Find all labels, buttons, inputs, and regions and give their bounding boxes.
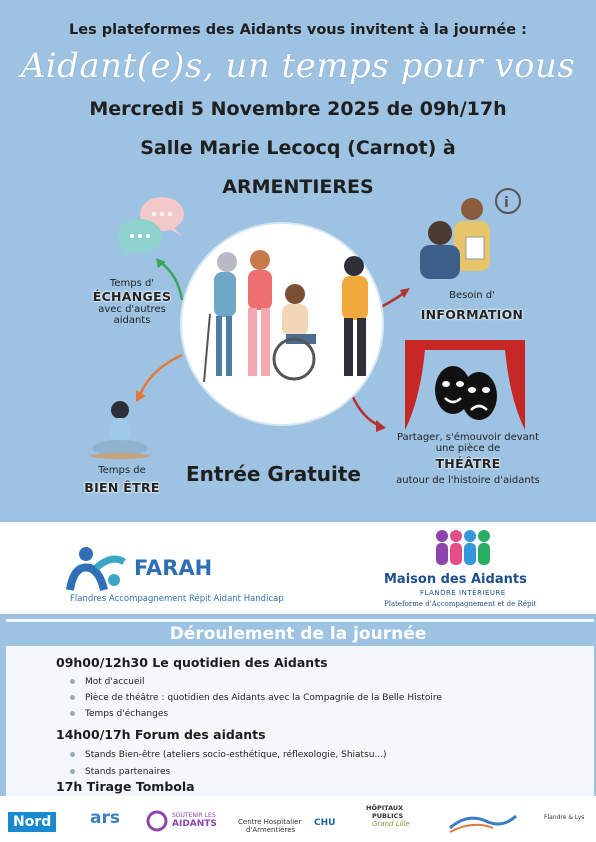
maison-logo-icon: [432, 528, 492, 572]
morning-item: [70, 677, 145, 687]
bullet-icon: [70, 711, 75, 716]
ars-logo: ars: [90, 808, 120, 828]
morning-item-text: Temps d'échanges: [85, 709, 169, 719]
activity-echanges: [92, 278, 172, 326]
activity-theatre: [378, 432, 558, 486]
hop-line2: PUBLICS: [372, 812, 404, 820]
flandre-logo: Flandre & Lys: [544, 814, 585, 821]
information-icon: [412, 185, 527, 285]
morning-item: [70, 709, 168, 719]
bienetre-pre: Temps de: [98, 465, 146, 476]
afternoon-item-text: Stands Bien-être (ateliers socio-esthétique, réflexologie, Shiatsu...): [85, 750, 387, 760]
bullet-icon: [70, 679, 75, 684]
information-pre: Besoin d': [449, 290, 495, 301]
theatre-pre1: Partager, s'émouvoir devant: [396, 432, 540, 443]
illustration-circle: [180, 222, 384, 426]
information-title: INFORMATION: [420, 307, 524, 322]
arrow-bienetre: [140, 355, 182, 395]
event-datetime: Mercredi 5 Novembre 2025 de 09h/17h: [89, 98, 507, 120]
maison-sub1: FLANDRE INTÉRIEURE: [420, 589, 506, 597]
nord-logo: Nord: [8, 812, 56, 832]
soutenir-line1: SOUTENIR LES: [172, 812, 216, 819]
partner-logos-band: [0, 522, 596, 614]
theatre-masks-icon: [405, 340, 525, 432]
hop-line3: Grand Lille: [372, 820, 410, 828]
people-illustration: [182, 224, 382, 424]
afternoon-title: 14h00/17h Forum des aidants: [56, 727, 266, 742]
afternoon-item: [70, 750, 387, 760]
afternoon-item: [70, 767, 170, 777]
bullet-icon: [70, 769, 75, 774]
activity-information: [414, 290, 530, 322]
invite-line: Les plateformes des Aidants vous invitent à la journée :: [69, 22, 527, 38]
free-entry: Entrée Gratuite: [186, 462, 361, 486]
closing-title: 17h Tirage Tombola: [56, 779, 195, 794]
event-venue: Salle Marie Lecocq (Carnot) à: [140, 137, 456, 159]
bullet-icon: [70, 695, 75, 700]
maison-sub2: Plateforme d'Accompagnement et de Répit: [384, 600, 537, 608]
afternoon-item-text: Stands partenaires: [85, 767, 171, 777]
theatre-pre2: une pièce de: [435, 443, 501, 454]
region-logo-icon: [448, 810, 518, 834]
hop-line1: HÔPITAUX: [366, 804, 404, 812]
farah-logo-icon: [66, 544, 128, 594]
echanges-post: avec d'autres aidants: [98, 304, 166, 326]
program-title: Déroulement de la journée: [0, 622, 596, 646]
echanges-title: ÉCHANGES: [92, 289, 172, 304]
farah-name: FARAH: [134, 556, 213, 580]
event-city: ARMENTIERES: [222, 176, 374, 198]
soutenir-line2: AIDANTS: [172, 819, 217, 829]
ch-line2: d'Armentières: [246, 826, 296, 834]
theatre-post: autour de l'histoire d'aidants: [396, 475, 540, 486]
morning-item-text: Pièce de théâtre : quotidien des Aidants avec la Compagnie de la Belle Histoire: [85, 693, 442, 703]
maison-name: Maison des Aidants: [384, 572, 527, 587]
echanges-pre: Temps d': [109, 278, 155, 289]
meditation-icon: [88, 398, 152, 460]
morning-title: 09h00/12h30 Le quotidien des Aidants: [56, 655, 328, 670]
chu-logo: CHU: [314, 818, 336, 828]
bullet-icon: [70, 752, 75, 757]
ch-line1: Centre Hospitalier: [238, 818, 302, 826]
farah-subtitle: Flandres Accompagnement Répit Aidant Handicap: [70, 594, 284, 604]
footer-logos: [0, 796, 596, 842]
svg-text:i: i: [504, 195, 509, 211]
heart-logo-icon: [146, 810, 168, 832]
theatre-title: THÉÂTRE: [435, 456, 501, 471]
bienetre-title: BIEN ÊTRE: [84, 480, 160, 495]
morning-item-text: Mot d'accueil: [85, 677, 145, 687]
activity-bienetre: [62, 465, 182, 495]
morning-item: [70, 693, 442, 703]
headline: Aidant(e)s, un temps pour vous: [20, 46, 576, 86]
